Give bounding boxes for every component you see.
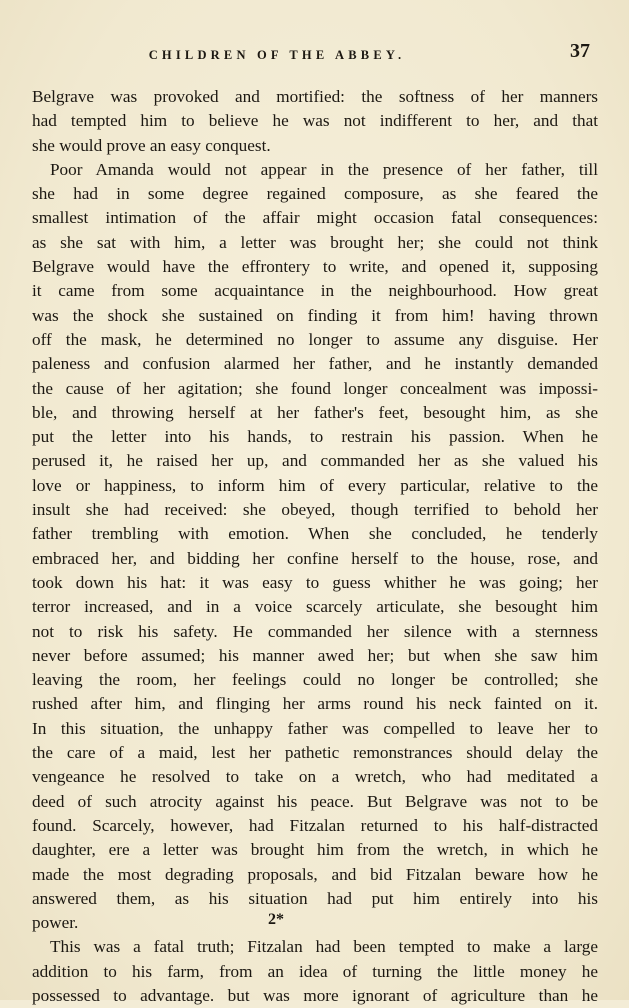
- text-line: Poor Amanda would not appear in the presence of her father, till: [50, 159, 598, 179]
- text-line: put the letter into his hands, to restrain his passion. When he: [32, 427, 598, 447]
- text-line: power.: [32, 913, 79, 933]
- text-line: paleness and confusion alarmed her father, and he instantly demanded: [32, 354, 598, 374]
- text-line: she had in some degree regained composure, as she feared the: [32, 184, 598, 204]
- text-line: daughter, ere a letter was brought him from the wretch, in which he: [32, 840, 598, 860]
- text-line: made the most degrading proposals, and bid Fitzalan beware how he: [32, 864, 598, 884]
- text-line: found. Scarcely, however, had Fitzalan returned to his half-distracted: [32, 815, 598, 835]
- text-line: love or happiness, to inform him of every particular, relative to the: [32, 475, 598, 495]
- text-line: This was a fatal truth; Fitzalan had been tempted to make a large: [50, 937, 598, 957]
- body-text: [32, 85, 598, 1008]
- running-title: CHILDREN OF THE ABBEY.: [148, 48, 406, 62]
- text-line: embraced her, and bidding her confine herself to the house, rose, and: [32, 548, 598, 568]
- text-line: as she sat with him, a letter was brought her; she could not think: [32, 232, 598, 252]
- text-line: smallest intimation of the affair might occasion fatal consequences:: [32, 208, 598, 228]
- text-line: the cause of her agitation; she found longer concealment was impossi-: [32, 378, 598, 398]
- text-line: off the mask, he determined no longer to assume any disguise. Her: [32, 329, 598, 349]
- text-line: insult she had received: she obeyed, though terrified to behold her: [32, 500, 598, 520]
- text-line: not to risk his safety. He commanded her silence with a sternness: [32, 621, 598, 641]
- text-line: father trembling with emotion. When she concluded, he tenderly: [32, 524, 598, 544]
- text-line: answered them, as his situation had put him entirely into his: [32, 888, 598, 908]
- text-line: terror increased, and in a voice scarcely articulate, she besought him: [32, 597, 598, 617]
- page-number: 37: [570, 40, 590, 62]
- text-line: addition to his farm, from an idea of turning the little money he: [32, 961, 598, 981]
- text-line: leaving the room, her feelings could no longer be controlled; she: [32, 670, 598, 690]
- text-line: vengeance he resolved to take on a wretch, who had meditated a: [32, 767, 598, 787]
- text-line: rushed after him, and flinging her arms round his neck fainted on it.: [32, 694, 598, 714]
- text-line: took down his hat: it was easy to guess whither he was going; her: [32, 572, 598, 592]
- text-line: never before assumed; his manner awed her; but when she saw him: [32, 645, 598, 665]
- text-line: it came from some acquaintance in the neighbourhood. How great: [32, 281, 598, 301]
- signature-mark: 2*: [268, 911, 284, 928]
- text-line: perused it, he raised her up, and commanded her as she valued his: [32, 451, 598, 471]
- text-line: In this situation, the unhappy father was compelled to leave her to: [32, 718, 598, 738]
- text-line: the care of a maid, lest her pathetic remonstrances should delay the: [32, 743, 598, 763]
- text-line: had tempted him to believe he was not indifferent to her, and that: [32, 111, 598, 131]
- text-line: she would prove an easy conquest.: [32, 135, 271, 155]
- text-line: Belgrave would have the effrontery to write, and opened it, supposing: [32, 257, 598, 277]
- text-line: ble, and throwing herself at her father's feet, besought him, as she: [32, 402, 598, 422]
- text-line: Belgrave was provoked and mortified: the softness of her manners: [32, 87, 598, 106]
- text-line: was the shock she sustained on finding it from him! having thrown: [32, 305, 598, 325]
- text-line: deed of such atrocity against his peace. But Belgrave was not to be: [32, 791, 598, 811]
- text-line: possessed to advantage. but was more ignorant of agriculture than he: [32, 985, 598, 1005]
